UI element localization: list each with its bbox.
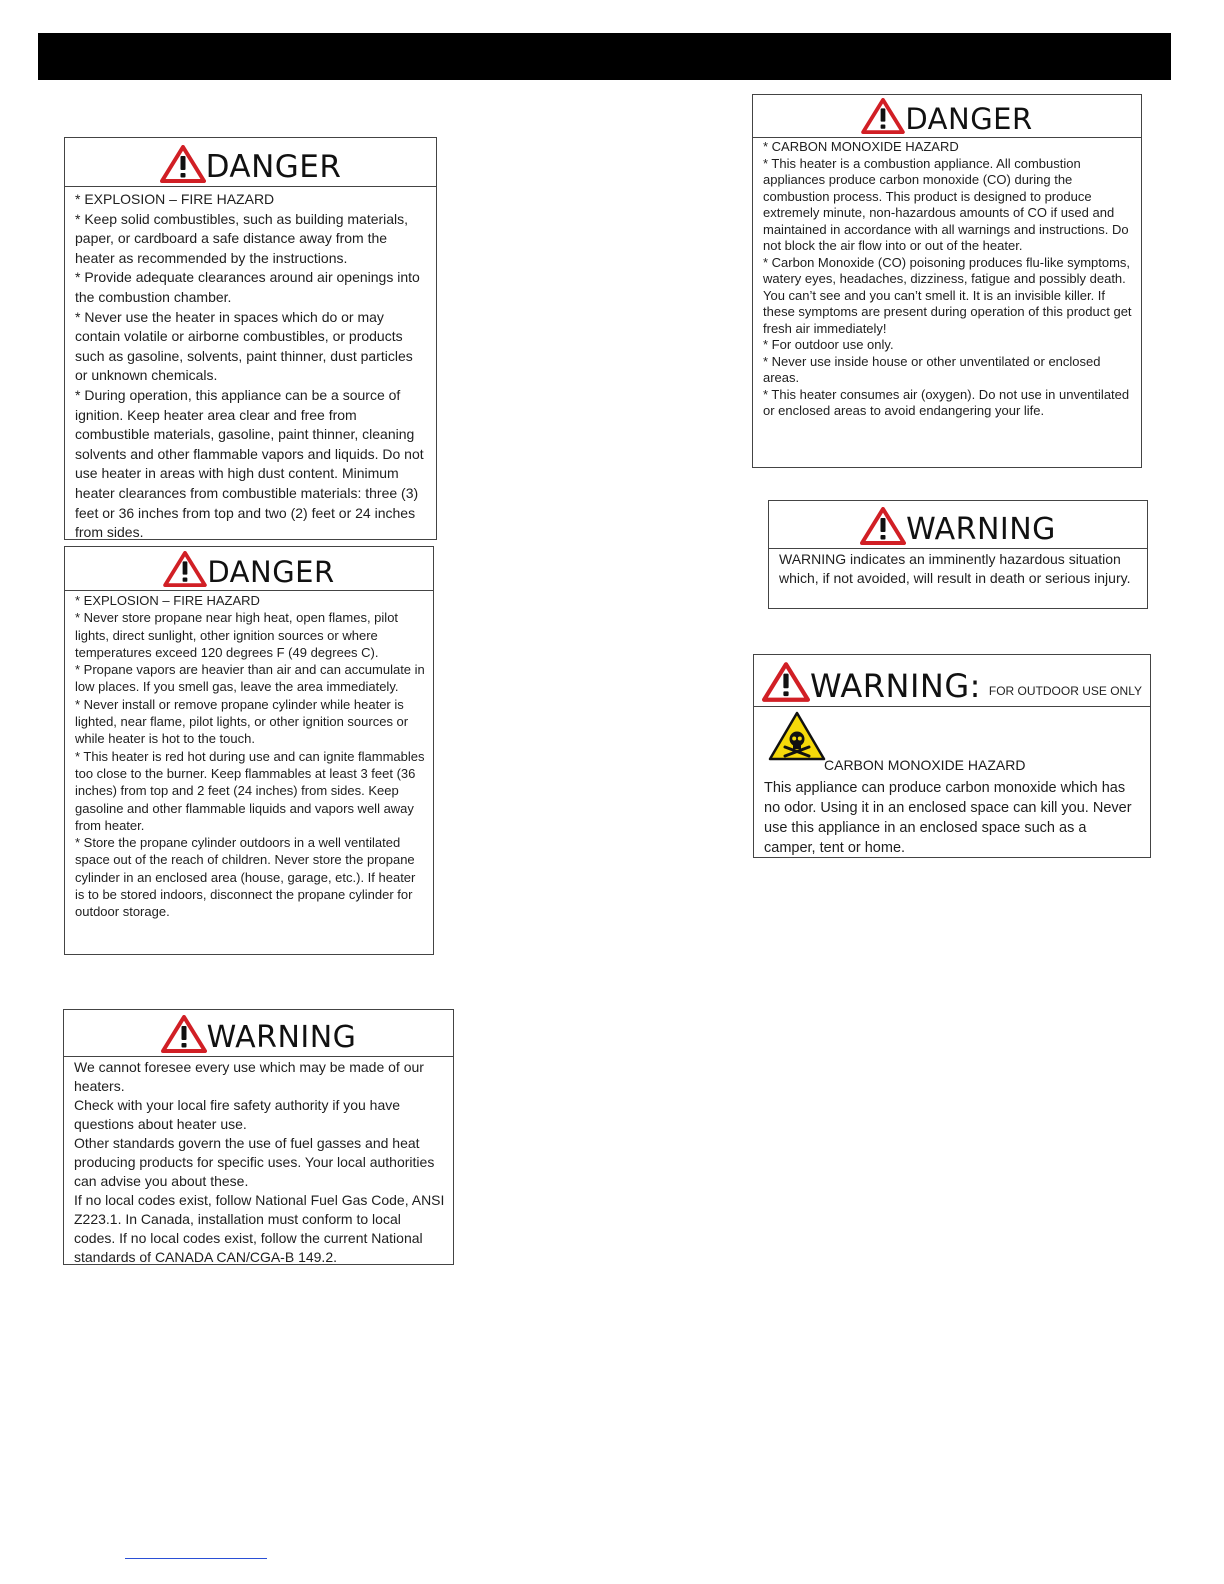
warning-line: We cannot foresee every use which may be made of our heaters. bbox=[74, 1059, 424, 1094]
warning-line: Other standards govern the use of fuel gasses and heat producing products for specific uses. Your local authorities can advise you about these. bbox=[74, 1135, 435, 1189]
danger-box-header bbox=[753, 95, 1141, 138]
hazard-line: * EXPLOSION – FIRE HAZARD bbox=[75, 593, 260, 608]
hazard-line: * This heater is red hot during use and can ignite flammables too close to the burner. Keep flammables at least 3 feet (36 inches) from top and 2 feet (24 inches) from sides. Keep gasoline and other flammable liquids and vapors well away from heater. bbox=[75, 748, 425, 833]
co-hazard-row bbox=[754, 707, 1150, 773]
exclamation-triangle-icon bbox=[860, 507, 906, 545]
warning-line: Check with your local fire safety authority if you have questions about heater use. bbox=[74, 1097, 401, 1132]
hazard-line: * Carbon Monoxide (CO) poisoning produces flu-like symptoms, watery eyes, headaches, dizziness, fatigue and possibly death. You can’t see and you can’t smell it. It is an invisible killer. If these symptoms are present during operation of this product get fresh air immediately! bbox=[763, 254, 1132, 336]
hazard-line: * Keep solid combustibles, such as building materials, paper, or cardboard a safe distance away from the heater as recommended by the instructions. bbox=[75, 210, 409, 266]
hazard-line: * Never use the heater in spaces which do or may contain volatile or airborne combustibles, or products such as gasoline, solvents, paint thinner, dust particles or unknown chemicals. bbox=[75, 308, 413, 384]
signal-word: WARNING bbox=[906, 512, 1056, 547]
hazard-line: * Never install or remove propane cylinder while heater is lighted, near flame, pilot lights, or other ignition sources or while heater is hot to the touch. bbox=[75, 696, 409, 747]
hazard-line: * During operation, this appliance can be a source of ignition. Keep heater area clear and free from combustible materials, gasoline, paint thinner, cleaning solvents and other flammable vapors and liquids. Do not use heater in areas with high dust content. Minimum heater clearances from combustible materials: three (3) feet or 36 inches from top and two (2) feet or 24 inches from sides. bbox=[75, 386, 424, 541]
hazard-line: * Store the propane cylinder outdoors in a well ventilated space out of the reach of children. Never store the propane cylinder in an enclosed area (house, garage, etc.). If heater is to be stored indoors, disconnect the propane cylinder for outdoor storage. bbox=[75, 835, 416, 920]
warning-box-text bbox=[769, 549, 1147, 588]
skull-crossbones-icon bbox=[768, 711, 826, 761]
hazard-line: * CARBON MONOXIDE HAZARD bbox=[763, 139, 959, 154]
hazard-line: * Never store propane near high heat, open flames, pilot lights, direct sunlight, other ignition sources or where temperatures exceed 120 degrees F (49 degrees C). bbox=[75, 610, 399, 660]
warning-box-header bbox=[64, 1010, 453, 1057]
signal-word: WARNING: bbox=[809, 667, 981, 705]
danger-box-explosion-1 bbox=[64, 137, 437, 540]
warning-box-header bbox=[754, 655, 1150, 707]
signal-word: DANGER bbox=[905, 102, 1033, 136]
danger-box-header bbox=[65, 138, 436, 187]
exclamation-triangle-icon bbox=[861, 98, 905, 134]
exclamation-triangle-icon bbox=[161, 1015, 207, 1053]
signal-word: DANGER bbox=[207, 555, 335, 589]
danger-box-text bbox=[65, 187, 436, 543]
warning-box-definition bbox=[768, 500, 1148, 609]
exclamation-triangle-icon bbox=[762, 662, 810, 702]
hazard-line: * EXPLOSION – FIRE HAZARD bbox=[75, 191, 275, 207]
outdoor-use-subtitle: FOR OUTDOOR USE ONLY bbox=[988, 684, 1143, 698]
danger-box-explosion-2 bbox=[64, 546, 434, 955]
danger-box-header bbox=[65, 547, 433, 591]
signal-word: DANGER bbox=[205, 149, 342, 185]
header-bar bbox=[38, 33, 1171, 80]
hazard-line: * This heater is a combustion appliance. All combustion appliances produce carbon monoxide (CO) during the combustion process. This product is designed to produce extremely minute, non-hazardous amounts of CO if used and maintained in accordance with all warnings and instructions. Do not block the air flow into or out of the heater. bbox=[763, 155, 1129, 253]
hazard-line: * Never use inside house or other unventilated or enclosed areas. bbox=[763, 353, 1101, 385]
warning-box-local-codes bbox=[63, 1009, 454, 1265]
warning-box-outdoor-only bbox=[753, 654, 1151, 858]
danger-box-text bbox=[753, 138, 1141, 420]
exclamation-triangle-icon bbox=[160, 145, 206, 183]
hazard-line: * Propane vapors are heavier than air and can accumulate in low places. If you smell gas, leave the area immediately. bbox=[75, 662, 425, 695]
hazard-line: * For outdoor use only. bbox=[763, 337, 894, 352]
danger-box-carbon-monoxide bbox=[752, 94, 1142, 468]
hazard-line: * Provide adequate clearances around air openings into the combustion chamber. bbox=[75, 269, 420, 305]
warning-line: If no local codes exist, follow National Fuel Gas Code, ANSI Z223.1. In Canada, installation must conform to local codes. If no local codes exist, follow the current National standards of CANADA CAN/CGA-B 149.2. bbox=[74, 1192, 445, 1265]
warning-box-text bbox=[64, 1057, 453, 1267]
warning-box-header bbox=[769, 501, 1147, 549]
warning-line: WARNING indicates an imminently hazardous situation which, if not avoided, will result in death or serious injury. bbox=[779, 551, 1131, 586]
exclamation-triangle-icon bbox=[163, 551, 207, 587]
danger-box-text bbox=[65, 591, 433, 921]
hazard-line: * This heater consumes air (oxygen). Do not use in unventilated or enclosed areas to avoid endangering your life. bbox=[763, 386, 1130, 418]
warning-line: This appliance can produce carbon monoxide which has no odor. Using it in an enclosed space can kill you. Never use this appliance in an enclosed space such as a camper, tent or home. bbox=[764, 780, 1132, 856]
signal-word: WARNING bbox=[206, 1020, 357, 1055]
warning-box-text bbox=[754, 765, 1150, 858]
co-hazard-title: CARBON MONOXIDE HAZARD bbox=[824, 757, 1026, 773]
footer-link-underline[interactable] bbox=[125, 1558, 267, 1559]
